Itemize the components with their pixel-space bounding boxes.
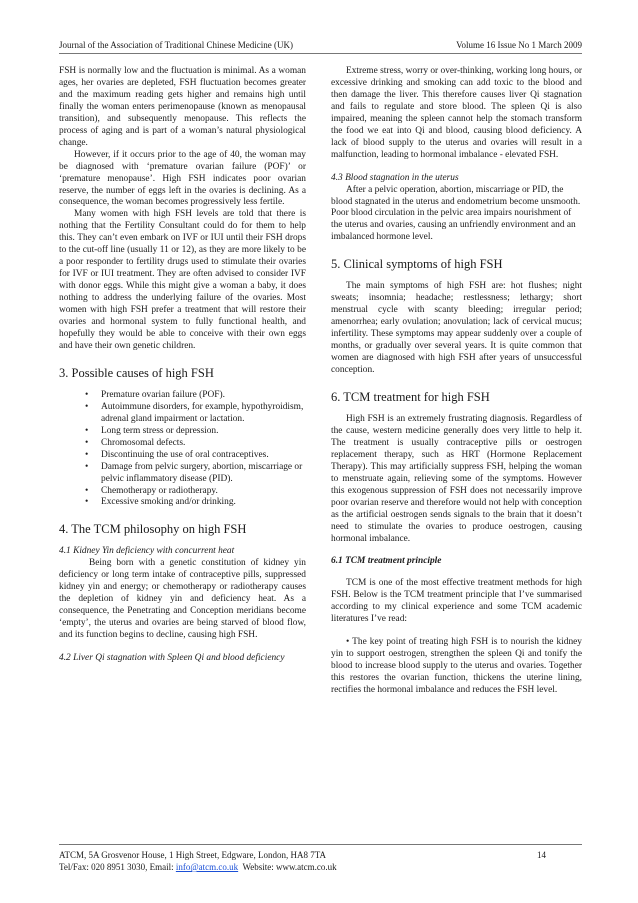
header-divider	[59, 53, 582, 54]
subsection-6-1-heading: 6.1 TCM treatment principle	[331, 556, 442, 567]
list-item: • Long term stress or depression.	[85, 425, 219, 436]
paragraph-kidney-yin: Being born with a genetic constitution of kidney yin deficiency or long term intake of contraceptive pills, suppressed kidney yin and energy; or chemotherapy or radiotherapy causes the depletion of kidney yin and deficiency heat. As a consequence, the Penetrating and Conception meridians become ‘empty’, the uterus and ovaries are being starved of blood flow, and its function begins to decline, causing high FSH.	[59, 558, 306, 641]
bullet-icon: •	[85, 389, 89, 400]
list-item: • Discontinuing the use of oral contraceptives.	[85, 449, 269, 460]
list-item: • Damage from pelvic surgery, abortion, miscarriage or pelvic inflammatory disease (PID).	[85, 461, 303, 484]
page-footer	[59, 849, 582, 873]
bullet-icon: •	[85, 437, 89, 448]
bullet-icon: •	[85, 485, 89, 496]
causes-list	[59, 390, 306, 510]
footer-website: Website: www.atcm.co.uk	[238, 862, 337, 872]
footer-contact: Tel/Fax: 020 8951 3030, Email:	[59, 862, 176, 872]
section-4-heading: 4. The TCM philosophy on high FSH	[59, 522, 247, 537]
right-column	[331, 66, 582, 697]
page-number: 14	[537, 850, 546, 860]
email-link[interactable]: info@atcm.co.uk	[175, 862, 239, 872]
bullet-icon: •	[85, 461, 89, 472]
section-5-heading: 5. Clinical symptoms of high FSH	[331, 257, 503, 272]
bullet-icon: •	[85, 497, 89, 508]
paragraph-symptoms: The main symptoms of high FSH are: hot flushes; night sweats; insomnia; headache; restlessness; lethargy; short menstrual cycle with scanty bleeding; irregular period; amenorrhea; early ovulation; anovulation; lack of cervical mucus; infertility. These symptoms may appear suddenly over a couple of months, or gradually over several years. It is quite common that women are diagnosed with high FSH after years of unsuccessful conception.	[331, 281, 582, 376]
subsection-4-3-heading: 4.3 Blood stagnation in the uterus	[331, 172, 459, 183]
paragraph-fsh-normal: FSH is normally low and the fluctuation is minimal. As a woman ages, her ovaries are depleted, FSH fluctuation becomes greater and the maximum reading gets higher and remains high until finally the woman enters perimenopause (known as menopausal transition), and subsequently menopause. This reflects the process of aging and is part of a woman’s natural physiological change.	[59, 66, 306, 148]
paragraph-treatment-principle: TCM is one of the most effective treatment methods for high FSH. Below is the TCM treatment principle that I’ve summarised according to my clinical experience and some TCM academic literatures I’ve read:	[331, 578, 582, 625]
list-item: • Excessive smoking and/or drinking.	[85, 497, 236, 508]
issue-info: Volume 16 Issue No 1 March 2009	[456, 40, 582, 50]
list-item: • Chemotherapy or radiotherapy.	[85, 485, 218, 496]
paragraph-pof: However, if it occurs prior to the age of 40, the woman may be diagnosed with ‘premature ovarian failure (POF)’ or ‘premature menopause’. High FSH indicates poor ovarian reserve, the number of eggs left in the ovaries is declining. As a consequence, the woman becomes progressively less fertile.	[59, 149, 306, 208]
journal-title: Journal of the Association of Traditional Chinese Medicine (UK)	[59, 40, 293, 50]
list-item: • Chromosomal defects.	[85, 437, 186, 448]
footer-divider	[59, 844, 582, 845]
bullet-icon: •	[85, 449, 89, 460]
paragraph-high-fsh-women: Many women with high FSH levels are told that there is nothing that the Fertility Consultant could do for them to help this. They can’t even embark on IVF or IUI until their FSH drops to the cut-off line (usually 11 or 12), as they are more likely to be a poor responder to fertility drugs used to stimulate their ovaries for IVF or IUI treatment. They are often advised to consider IVF with donor eggs. While this might give a woman a baby, it does nothing to address the underlying failure of the ovaries. Most women with high FSH prefer a treatment that will restore their ovaries and hormonal system to fully functional health, and hopefully they would be able to conceive with their own eggs and have their own genetic children.	[59, 209, 306, 351]
list-item: • Autoimmune disorders, for example, hypothyroidism, adrenal gland impairment or lactation.	[85, 401, 304, 424]
subsection-4-2-heading: 4.2 Liver Qi stagnation with Spleen Qi and blood deficiency	[59, 653, 285, 664]
footer-address: ATCM, 5A Grosvenor House, 1 High Street, Edgware, London, HA8 7TA	[59, 850, 326, 860]
subsection-4-1-heading: 4.1 Kidney Yin deficiency with concurrent heat	[59, 546, 235, 557]
bullet-icon: •	[85, 401, 89, 412]
paragraph-key-point: • The key point of treating high FSH is to nourish the kidney yin to support oestrogen, strengthen the spleen Qi and tonify the blood to increase blood supply to the uterus and ovaries. Together this restores the ovarian function, thickens the uterine lining, rectifies the hormonal imbalance and reduces the FSH level.	[331, 637, 582, 696]
list-item: • Premature ovarian failure (POF).	[85, 389, 225, 400]
paragraph-liver-qi: Extreme stress, worry or over-thinking, working long hours, or excessive drinking and smoking can add toxic to the blood and then damage the liver. This therefore causes liver Qi stagnation and fails to regulate and store blood. The spleen Qi is also impaired, meaning the spleen cannot help the stomach transform the food we eat into Qi and blood, causing blood deficiency. A lack of blood supply to the uterus and ovaries will result in a malfunction, leading to hormonal imbalance - elevated FSH.	[331, 66, 582, 160]
bullet-icon: •	[85, 425, 89, 436]
section-6-heading: 6. TCM treatment for high FSH	[331, 389, 490, 404]
paragraph-tcm-treatment: High FSH is an extremely frustrating diagnosis. Regardless of the cause, western medicine generally does very little to help it. The treatment is usually contraceptive pills or oestrogen replacement therapy, such as HRT (Hormone Replacement Therapy). This may artificially suppress FSH, helping the woman to menstruate again, relieving some of the symptoms. However this exogenous suppression of FSH does not necessarily improve poor ovarian reserve and therefore would not help with conception as the artificial oestrogen sends signals to the brain that it doesn’t need to stimulate the ovaries to produce oestrogen, causing hormonal imbalance.	[331, 413, 582, 544]
paragraph-blood-stagnation: After a pelvic operation, abortion, miscarriage or PID, the blood stagnated in the uterus and endometrium become unsmooth. Poor blood circulation in the pelvic area impairs nourishment of the uterus and ovaries, causing an unfriendly environment and an imbalanced hormone level.	[331, 184, 581, 243]
left-column	[59, 66, 306, 665]
section-3-heading: 3. Possible causes of high FSH	[59, 365, 214, 380]
running-header	[59, 40, 582, 52]
